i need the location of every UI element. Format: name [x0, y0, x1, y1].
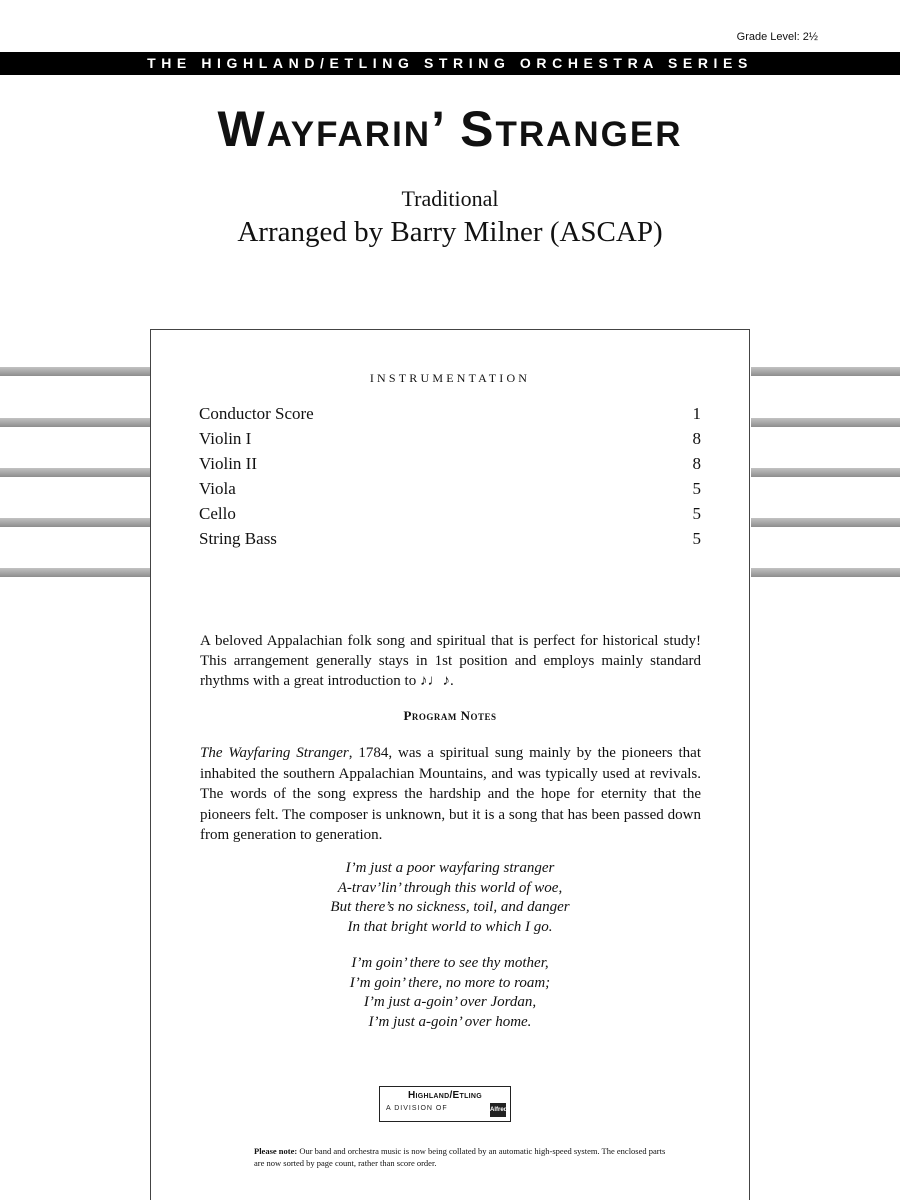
- series-banner: THE HIGHLAND/ETLING STRING ORCHESTRA SERIES: [0, 52, 900, 75]
- decorative-stripe: [751, 518, 900, 527]
- list-item: [199, 476, 701, 501]
- instrument-name: Viola: [199, 479, 236, 498]
- song-title: The Wayfaring Stranger: [200, 745, 349, 761]
- instrument-qty: 8: [692, 454, 701, 473]
- list-item: [199, 401, 701, 426]
- description: A beloved Appalachian folk song and spiritual that is perfect for historical study! This arrangement generally stays in 1st position and employs mainly standard rhythms with a great introduction to ♪♩♪.: [200, 633, 701, 689]
- lyric-line: I’m just a poor wayfaring stranger: [345, 860, 555, 876]
- decorative-stripe: [751, 468, 900, 477]
- alfred-logo-icon: Alfred: [490, 1103, 506, 1117]
- instrument-qty: 5: [692, 504, 701, 523]
- footnote-text: Our band and orchestra music is now being collated by an automatic high-speed system. The enclosed parts are now sorted by page count, rather than score order.: [254, 1146, 666, 1168]
- instrument-name: Violin II: [199, 454, 257, 473]
- decorative-stripe: [751, 418, 900, 427]
- list-item: [199, 426, 701, 451]
- lyric-line: I’m just a-goin’ over Jordan,: [363, 994, 537, 1010]
- lyrics-verse: [151, 859, 749, 937]
- lyric-line: I’m goin’ there, no more to roam;: [349, 974, 551, 991]
- grade-level: Grade Level: 2½: [736, 31, 818, 43]
- instrument-qty: 5: [692, 479, 701, 498]
- instrument-qty: 8: [692, 429, 701, 448]
- lyric-line: In that bright world to which I go.: [347, 918, 553, 935]
- instrumentation-list: [199, 401, 701, 551]
- lyric-line: But there’s no sickness, toil, and danger: [330, 899, 570, 915]
- decorative-stripe: [751, 568, 900, 577]
- instrument-name: Conductor Score: [199, 404, 314, 423]
- instrumentation-heading: INSTRUMENTATION: [369, 371, 531, 385]
- publisher-division: A DIVISION OF: [386, 1105, 448, 1112]
- lyric-line: A-trav’lin’ through this world of woe,: [337, 879, 563, 896]
- footnote: [254, 1145, 674, 1169]
- instrument-name: Cello: [199, 504, 236, 523]
- instrument-name: String Bass: [199, 529, 277, 548]
- publisher-logo: [379, 1086, 511, 1122]
- decorative-stripe: [0, 418, 150, 427]
- page-title: Wayfarin’ Stranger: [217, 101, 683, 157]
- list-item: [199, 501, 701, 526]
- lyrics-verse: [151, 954, 749, 1032]
- program-notes-heading: Program Notes: [403, 708, 497, 723]
- decorative-stripe: [0, 468, 150, 477]
- decorative-stripe: [0, 367, 150, 376]
- instrument-qty: 1: [692, 404, 701, 423]
- instrument-qty: 5: [692, 529, 701, 548]
- list-item: [199, 526, 701, 551]
- arranger: Arranged by Barry Milner (ASCAP): [237, 216, 663, 248]
- program-notes: [200, 743, 701, 846]
- composer: Traditional: [401, 186, 499, 211]
- instrument-name: Violin I: [199, 429, 252, 448]
- footnote-label: Please note:: [254, 1146, 298, 1156]
- content-panel: [150, 329, 750, 1200]
- lyric-line: I’m goin’ there to see thy mother,: [351, 955, 549, 971]
- decorative-stripe: [751, 367, 900, 376]
- list-item: [199, 451, 701, 476]
- publisher-name: Highland/Etling: [407, 1090, 483, 1101]
- program-notes-body: , 1784, was a spiritual sung mainly by the pioneers that inhabited the southern Appalachian Mountains, and was typically used at revivals. The words of the song express the hardship and the hope for eternity that the pioneers felt. The composer is unknown, but it is a song that has been passed down from generation to generation.: [200, 745, 701, 843]
- lyric-line: I’m just a-goin’ over home.: [368, 1013, 532, 1030]
- decorative-stripe: [0, 568, 150, 577]
- decorative-stripe: [0, 518, 150, 527]
